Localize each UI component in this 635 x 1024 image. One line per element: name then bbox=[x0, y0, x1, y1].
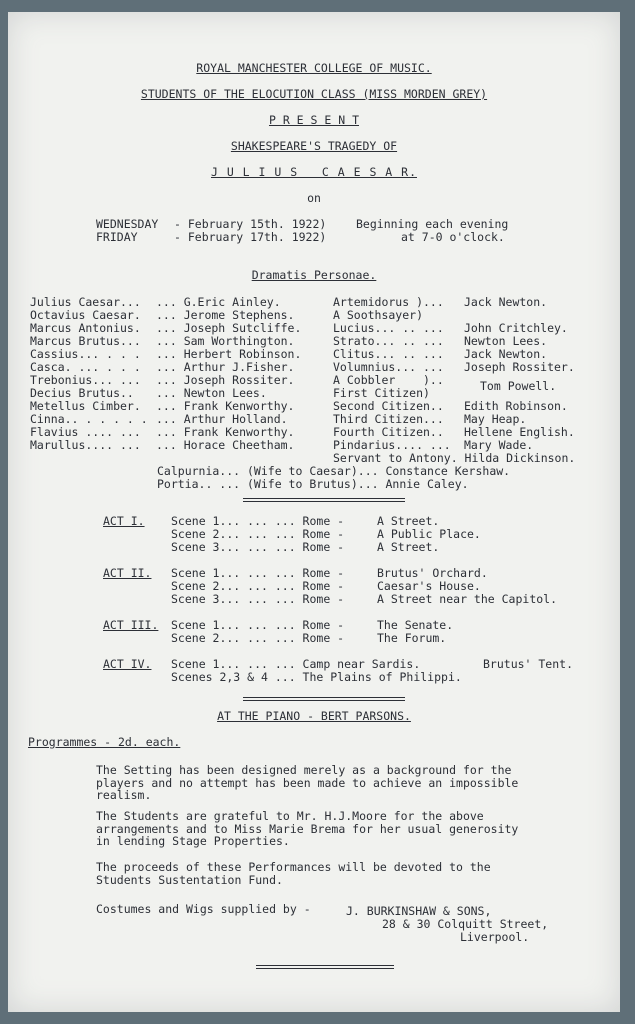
cast-actor: May Heap. bbox=[464, 412, 527, 426]
cast-role: Volumnius... ... bbox=[333, 360, 444, 374]
scene-text: Scene 3... ... ... Rome - bbox=[171, 540, 345, 554]
cast-role: Second Citizen.. bbox=[333, 399, 444, 413]
calpurnia-line: Calpurnia... (Wife to Caesar)... Constance Kershaw. bbox=[157, 464, 511, 478]
cast-role: Julius Caesar... bbox=[30, 295, 141, 309]
divider bbox=[243, 501, 405, 502]
scene-text: Scene 1... ... ... Rome - bbox=[171, 514, 345, 528]
note-setting: The Setting has been designed merely as a background for the players and no attempt has been made to achieve an impossible realism. bbox=[96, 763, 519, 802]
cast-role: Cinna.. . . . . . bbox=[30, 412, 148, 426]
act-label: ACT III. bbox=[103, 618, 159, 632]
play-title: J U L I U S C A E S A R. bbox=[210, 165, 417, 179]
scene-place: Caesar's House. bbox=[377, 579, 481, 593]
cast-role: Marcus Antonius. bbox=[30, 321, 141, 335]
programme-sheet bbox=[8, 12, 620, 1012]
cast-role: Pindarius.... ... bbox=[333, 438, 451, 452]
cast-actor: Joseph Rossiter. bbox=[464, 360, 575, 374]
piano-line: AT THE PIANO - BERT PARSONS. bbox=[217, 709, 411, 723]
cast-actor: ... Joseph Rossiter. bbox=[156, 373, 295, 387]
tragedy-line: SHAKESPEARE'S TRAGEDY OF bbox=[230, 139, 398, 153]
costumes-city: Liverpool. bbox=[460, 930, 530, 944]
present-line: P R E S E N T bbox=[268, 113, 359, 127]
scene-place: A Public Place. bbox=[377, 527, 481, 541]
cast-actor: Jack Newton. bbox=[464, 347, 548, 361]
scene-place: Brutus' Orchard. bbox=[377, 566, 488, 580]
costumes-label: Costumes and Wigs supplied by - bbox=[96, 902, 311, 916]
cast-role: Artemidorus )... bbox=[333, 295, 444, 309]
cast-role: Casca. ... . . . bbox=[30, 360, 141, 374]
cast-role: Decius Brutus.. bbox=[30, 386, 134, 400]
day-friday: FRIDAY bbox=[96, 230, 138, 244]
cast-actor: Hellene English. bbox=[464, 425, 575, 439]
cast-actor: Tom Powell. bbox=[480, 379, 557, 393]
day-wednesday: WEDNESDAY bbox=[96, 217, 159, 231]
cast-role: First Citizen) bbox=[333, 386, 430, 400]
cast-role: Lucius... .. ... bbox=[333, 321, 444, 335]
scene-text: Scene 2... ... ... Rome - bbox=[171, 527, 345, 541]
scene-text: Scene 2... ... ... Rome - bbox=[171, 631, 345, 645]
scene-text: Scene 1... ... ... Rome - bbox=[171, 566, 345, 580]
cast-role: Cassius... . . . bbox=[30, 347, 141, 361]
cast-actor: ... Sam Worthington. bbox=[156, 334, 295, 348]
cast-role: Metellus Cimber. bbox=[30, 399, 141, 413]
cast-actor: ... Newton Lees. bbox=[156, 386, 267, 400]
cast-role: Octavius Caesar. bbox=[30, 308, 141, 322]
cast-actor: ... Joseph Sutcliffe. bbox=[156, 321, 302, 335]
cast-actor: Newton Lees. bbox=[464, 334, 548, 348]
date-wednesday: - February 15th. 1922) bbox=[174, 217, 327, 231]
cast-actor: Jack Newton. bbox=[464, 295, 548, 309]
cast-role: A Soothsayer) bbox=[333, 308, 424, 322]
cast-role: Trebonius... ... bbox=[30, 373, 141, 387]
dramatis-title: Dramatis Personae. bbox=[251, 268, 377, 282]
college-title: ROYAL MANCHESTER COLLEGE OF MUSIC. bbox=[196, 61, 432, 75]
scene-text: Scenes 2,3 & 4 ... The Plains of Philippi. bbox=[171, 670, 462, 684]
portia-line: Portia.. ... (Wife to Brutus)... Annie Caley. bbox=[157, 477, 469, 491]
divider bbox=[256, 968, 394, 969]
cast-role: Fourth Citizen.. bbox=[333, 425, 444, 439]
cast-actor: ... Horace Cheetham. bbox=[156, 438, 295, 452]
costumes-supplier: J. BURKINSHAW & SONS, bbox=[346, 904, 492, 918]
scene-text: Scene 1... ... ... Camp near Sardis. bbox=[171, 657, 421, 671]
cast-role: Marullus.... ... bbox=[30, 438, 141, 452]
scene-text: Scene 2... ... ... Rome - bbox=[171, 579, 345, 593]
divider bbox=[243, 697, 405, 698]
scene-place: The Forum. bbox=[377, 631, 447, 645]
scene-place: A Street. bbox=[377, 540, 440, 554]
scene-place: A Street. bbox=[377, 514, 440, 528]
cast-actor: Mary Wade. bbox=[464, 438, 534, 452]
cast-role: Strato... .. ... bbox=[333, 334, 444, 348]
act-label: ACT IV. bbox=[103, 657, 152, 671]
scene-text: Scene 3... ... ... Rome - bbox=[171, 592, 345, 606]
act-label: ACT I. bbox=[103, 514, 145, 528]
cast-actor: ... Jerome Stephens. bbox=[156, 308, 295, 322]
scene-place: The Senate. bbox=[377, 618, 454, 632]
cast-actor: John Critchley. bbox=[464, 321, 568, 335]
cast-role: Flavius .... ... bbox=[30, 425, 141, 439]
divider bbox=[256, 965, 394, 966]
cast-role: Third Citizen... bbox=[333, 412, 444, 426]
cast-actor: ... Frank Kenworthy. bbox=[156, 425, 295, 439]
servant-line: Servant to Antony. Hilda Dickinson. bbox=[333, 451, 576, 465]
cast-actor: ... Arthur J.Fisher. bbox=[156, 360, 295, 374]
class-title: STUDENTS OF THE ELOCUTION CLASS (MISS MORDEN GREY) bbox=[140, 87, 488, 101]
date-friday: - February 17th. 1922) bbox=[174, 230, 327, 244]
cast-actor: ... Arthur Holland. bbox=[156, 412, 288, 426]
costumes-address: 28 & 30 Colquitt Street, bbox=[382, 917, 549, 931]
cast-role: A Cobbler ).. bbox=[333, 373, 444, 387]
cast-role: Clitus... .. ... bbox=[333, 347, 444, 361]
scene-place: A Street near the Capitol. bbox=[377, 592, 558, 606]
on-line: on bbox=[307, 191, 321, 205]
note-proceeds: The proceeds of these Performances will be devoted to the Students Sustentation Fund. bbox=[96, 860, 491, 887]
programmes-line: Programmes - 2d. each. bbox=[28, 735, 181, 749]
divider bbox=[243, 700, 405, 701]
divider bbox=[243, 498, 405, 499]
scene-place: Brutus' Tent. bbox=[483, 657, 574, 671]
begin-line: Beginning each evening bbox=[356, 217, 509, 231]
cast-role: Marcus Brutus... bbox=[30, 334, 141, 348]
scene-text: Scene 1... ... ... Rome - bbox=[171, 618, 345, 632]
note-grateful: The Students are grateful to Mr. H.J.Moore for the above arrangements and to Miss Marie Brema for her usual generosity in lending Stage Properties. bbox=[96, 809, 519, 848]
cast-actor: ... G.Eric Ainley. bbox=[156, 295, 281, 309]
cast-actor: Edith Robinson. bbox=[464, 399, 568, 413]
time-line: at 7-0 o'clock. bbox=[401, 230, 505, 244]
cast-actor: ... Frank Kenworthy. bbox=[156, 399, 295, 413]
act-label: ACT II. bbox=[103, 566, 152, 580]
cast-actor: ... Herbert Robinson. bbox=[156, 347, 302, 361]
